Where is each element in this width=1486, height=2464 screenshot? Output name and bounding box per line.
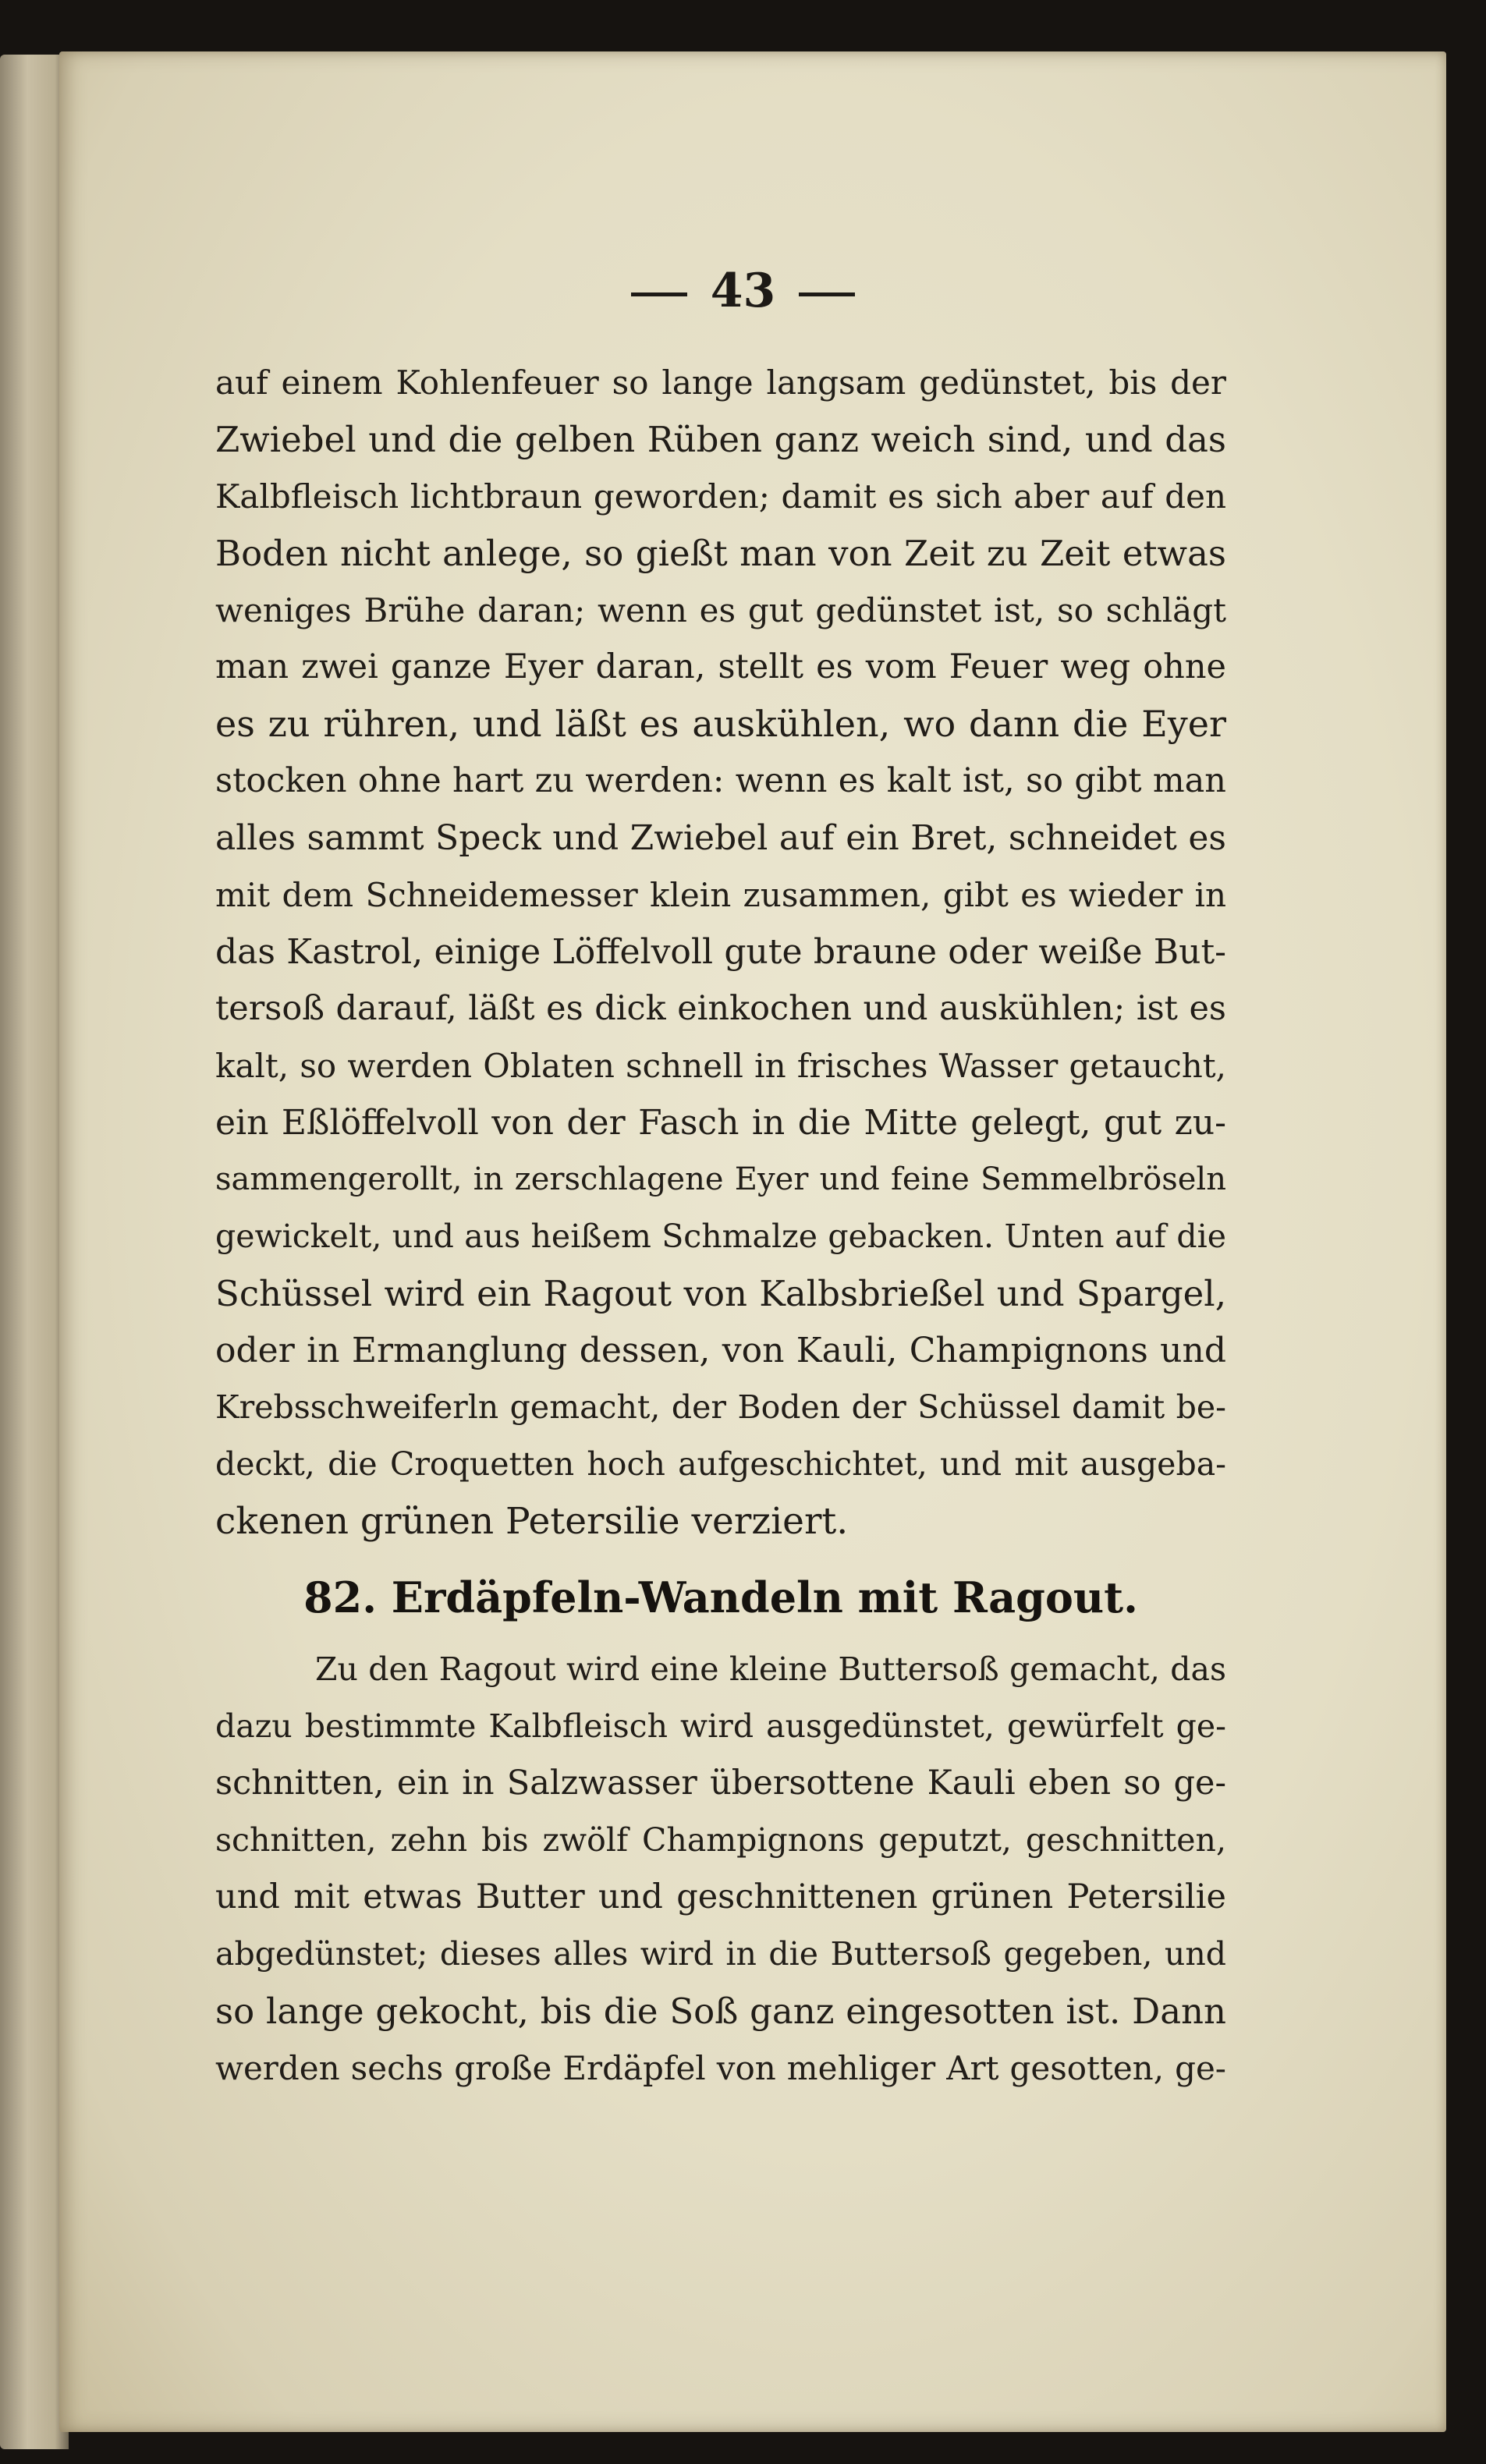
text-line: weniges Brühe daran; wenn es gut gedünstet ist, so schlägt [215,591,1226,629]
recipe-heading: 82. Erdäpfeln-Wandeln mit Ragout. [303,1572,1138,1622]
text-line: auf einem Kohlenfeuer so lange langsam gedünstet, bis der [215,363,1226,402]
text-line: gewickelt, und aus heißem Schmalze gebacken. Unten auf die [215,1218,1226,1255]
text-line: sammengerollt, in zerschlagene Eyer und feine Semmelbröseln [215,1161,1226,1197]
text-line: man zwei ganze Eyer daran, stellt es vom Feuer weg ohne [215,647,1226,686]
text-line: und mit etwas Butter und geschnittenen grünen Petersilie [215,1877,1226,1916]
text-line: das Kastrol, einige Löffelvoll gute braune oder weiße But- [215,932,1226,972]
text-line: alles sammt Speck und Zwiebel auf ein Bret, schneidet es [215,818,1226,858]
text-line: Zwiebel und die gelben Rüben ganz weich sind, und das [215,419,1226,460]
text-line: werden sechs große Erdäpfel von mehliger Art gesotten, ge- [215,2049,1226,2087]
text-line: ckenen grünen Petersilie verziert. [215,1500,849,1543]
text-line: Schüssel wird ein Ragout von Kalbsbrießel und Spargel, [215,1273,1226,1314]
text-line: mit dem Schneidemesser klein zusammen, gibt es wieder in [215,876,1226,914]
text-line: kalt, so werden Oblaten schnell in frisches Wasser getaucht, [215,1047,1226,1085]
header-dash-left [631,292,687,296]
text-line: schnitten, zehn bis zwölf Champignons geputzt, geschnitten, [215,1821,1226,1859]
header-dash-right [799,292,855,296]
text-line: stocken ohne hart zu werden: wenn es kalt ist, so gibt man [215,761,1226,800]
text-line: dazu bestimmte Kalbfleisch wird ausgedünstet, gewürfelt ge- [215,1707,1226,1745]
text-line: ein Eßlöffelvoll von der Fasch in die Mitte gelegt, gut zu- [215,1103,1226,1143]
text-line: abgedünstet; dieses alles wird in die Buttersoß gegeben, und [215,1935,1226,1973]
text-line: deckt, die Croquetten hoch aufgeschichtet, und mit ausgeba- [215,1445,1226,1483]
text-line: schnitten, ein in Salzwasser übersottene Kauli eben so ge- [215,1764,1226,1803]
paragraph-continuation [215,354,1226,1550]
recipe-paragraph [215,1641,1226,2097]
text-line: Zu den Ragout wird eine kleine Buttersoß gemacht, das [315,1650,1226,1688]
page-number: 43 [710,264,776,318]
text-line: es zu rühren, und läßt es auskühlen, wo dann die Eyer [215,703,1226,745]
page-header [0,264,1486,318]
text-line: oder in Ermanglung dessen, von Kauli, Champignons und [215,1331,1226,1370]
text-line: Kalbfleisch lichtbraun geworden; damit es sich aber auf den [215,477,1226,516]
text-line: Boden nicht anlege, so gießt man von Zeit zu Zeit etwas [215,533,1226,574]
text-line: Krebsschweiferln gemacht, der Boden der Schüssel damit be- [215,1388,1226,1426]
text-line: tersoß darauf, läßt es dick einkochen und auskühlen; ist es [215,989,1226,1028]
previous-page-edge [0,55,69,2449]
text-line: so lange gekocht, bis die Soß ganz eingesotten ist. Dann [215,1991,1226,2032]
